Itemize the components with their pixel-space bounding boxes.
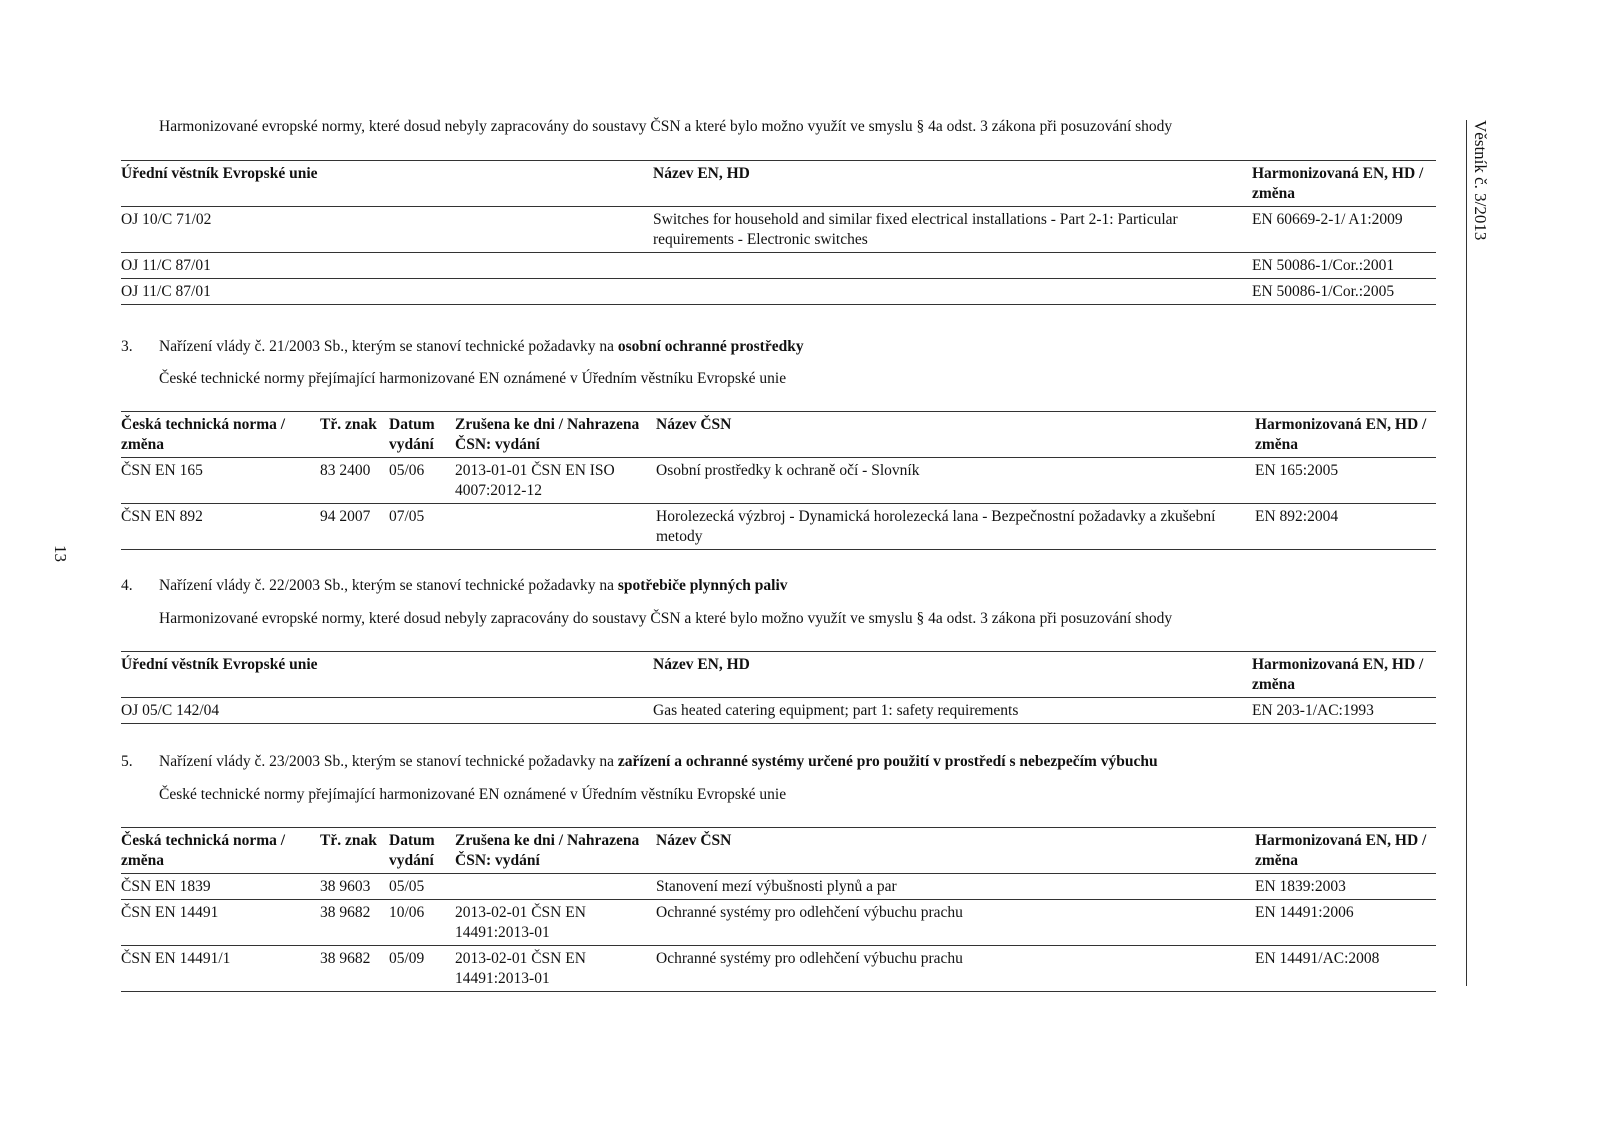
section-note: Harmonizované evropské normy, které dosud nebyly zapracovány do soustavy ČSN a které bylo možno využít ve smyslu § 4a odst. 3 zákona při posuzování shody: [159, 610, 1173, 627]
section-heading-5: [121, 753, 1158, 771]
table-cell: 2013-02-01 ČSN EN 14491:2013-01: [455, 946, 656, 992]
table-cell: EN 1839:2003: [1255, 874, 1436, 900]
table-row: [121, 253, 1436, 279]
table-cell: ČSN EN 892: [121, 504, 320, 550]
table-cell: OJ 11/C 87/01: [121, 253, 653, 279]
table-cell: 38 9603: [320, 874, 389, 900]
section-note: Harmonizované evropské normy, které dosud nebyly zapracovány do soustavy ČSN a které bylo možno využít ve smyslu § 4a odst. 3 zákona při posuzování shody: [159, 118, 1173, 135]
table-header-row: [121, 828, 1436, 874]
table-cell: Osobní prostředky k ochraně očí - Slovník: [656, 458, 1255, 504]
table-cell: Horolezecká výzbroj - Dynamická horolezecká lana - Bezpečnostní požadavky a zkušební metody: [656, 504, 1255, 550]
table-cell: [653, 253, 1252, 279]
table-row: [121, 900, 1436, 946]
column-header: Tř. znak: [320, 828, 389, 874]
section-title-bold: osobní ochranné prostředky: [617, 338, 804, 355]
table-cell: Switches for household and similar fixed electrical installations - Part 2-1: Particular requirements - Electronic switches: [653, 207, 1252, 253]
table-cell: 83 2400: [320, 458, 389, 504]
table-cell: [455, 504, 656, 550]
table-cell: EN 60669-2-1/ A1:2009: [1252, 207, 1436, 253]
table-cell: ČSN EN 165: [121, 458, 320, 504]
table-cell: 2013-01-01 ČSN EN ISO 4007:2012-12: [455, 458, 656, 504]
column-header: Zrušena ke dni / Nahrazena ČSN: vydání: [455, 412, 656, 458]
column-header: Úřední věstník Evropské unie: [121, 652, 653, 698]
table-harmonized-4: [121, 651, 1436, 724]
journal-header: Věstník č. 3/2013: [1471, 120, 1490, 241]
column-header: Tř. znak: [320, 412, 389, 458]
table-cell: ČSN EN 14491/1: [121, 946, 320, 992]
table-cell: 05/09: [389, 946, 455, 992]
table-cell: EN 892:2004: [1255, 504, 1436, 550]
column-header: Zrušena ke dni / Nahrazena ČSN: vydání: [455, 828, 656, 874]
table-row: [121, 458, 1436, 504]
table-row: [121, 698, 1436, 724]
table-cell: OJ 10/C 71/02: [121, 207, 653, 253]
table-cell: ČSN EN 1839: [121, 874, 320, 900]
table-cell: Stanovení mezí výbušnosti plynů a par: [656, 874, 1255, 900]
table-cell: EN 203-1/AC:1993: [1252, 698, 1436, 724]
table-row: [121, 946, 1436, 992]
table-cell: OJ 11/C 87/01: [121, 279, 653, 305]
section-title: Nařízení vlády č. 21/2003 Sb., kterým se stanoví technické požadavky na: [159, 338, 618, 355]
column-header: Harmonizovaná EN, HD / změna: [1255, 412, 1436, 458]
table-cell: 07/05: [389, 504, 455, 550]
table-row: [121, 504, 1436, 550]
table-cell: 10/06: [389, 900, 455, 946]
table-row: [121, 874, 1436, 900]
column-header: Harmonizovaná EN, HD / změna: [1255, 828, 1436, 874]
table-harmonized-1: [121, 160, 1436, 305]
table-cell: [455, 874, 656, 900]
table-cell: Ochranné systémy pro odlehčení výbuchu prachu: [656, 900, 1255, 946]
table-cell: 94 2007: [320, 504, 389, 550]
table-cell: Gas heated catering equipment; part 1: safety requirements: [653, 698, 1252, 724]
table-cell: EN 14491/AC:2008: [1255, 946, 1436, 992]
table-cell: 38 9682: [320, 900, 389, 946]
table-csn-3: [121, 411, 1436, 550]
margin-rule: [1466, 120, 1467, 986]
table-header-row: [121, 161, 1436, 207]
section-number: 5.: [121, 753, 133, 770]
table-cell: EN 50086-1/Cor.:2005: [1252, 279, 1436, 305]
table-cell: EN 14491:2006: [1255, 900, 1436, 946]
column-header: Harmonizovaná EN, HD / změna: [1252, 161, 1436, 207]
column-header: Datum vydání: [389, 412, 455, 458]
table-cell: OJ 05/C 142/04: [121, 698, 653, 724]
table-cell: 05/05: [389, 874, 455, 900]
table-cell: EN 165:2005: [1255, 458, 1436, 504]
page-number: 13: [51, 545, 70, 562]
table-cell: Ochranné systémy pro odlehčení výbuchu prachu: [656, 946, 1255, 992]
column-header: Česká technická norma / změna: [121, 412, 320, 458]
table-cell: 05/06: [389, 458, 455, 504]
table-cell: [653, 279, 1252, 305]
table-row: [121, 207, 1436, 253]
section-heading-4: [121, 577, 788, 595]
column-header: Název EN, HD: [653, 652, 1252, 698]
table-cell: 2013-02-01 ČSN EN 14491:2013-01: [455, 900, 656, 946]
column-header: Harmonizovaná EN, HD / změna: [1252, 652, 1436, 698]
table-row: [121, 279, 1436, 305]
column-header: Název ČSN: [656, 828, 1255, 874]
section-title-bold: spotřebiče plynných paliv: [617, 577, 788, 594]
section-title-bold: zařízení a ochranné systémy určené pro použití v prostředí s nebezpečím výbuchu: [617, 753, 1158, 770]
section-number: 3.: [121, 338, 133, 355]
column-header: Název ČSN: [656, 412, 1255, 458]
table-cell: EN 50086-1/Cor.:2001: [1252, 253, 1436, 279]
section-number: 4.: [121, 577, 133, 594]
column-header: Česká technická norma / změna: [121, 828, 320, 874]
table-cell: ČSN EN 14491: [121, 900, 320, 946]
column-header: Název EN, HD: [653, 161, 1252, 207]
table-header-row: [121, 412, 1436, 458]
column-header: Úřední věstník Evropské unie: [121, 161, 653, 207]
section-title: Nařízení vlády č. 23/2003 Sb., kterým se stanoví technické požadavky na: [159, 753, 618, 770]
section-title: Nařízení vlády č. 22/2003 Sb., kterým se stanoví technické požadavky na: [159, 577, 618, 594]
section-note: České technické normy přejímající harmonizované EN oznámené v Úředním věstníku Evropské unie: [159, 786, 787, 803]
table-cell: 38 9682: [320, 946, 389, 992]
table-csn-5: [121, 827, 1436, 992]
table-header-row: [121, 652, 1436, 698]
section-heading-3: [121, 338, 804, 356]
section-note: České technické normy přejímající harmonizované EN oznámené v Úředním věstníku Evropské unie: [159, 370, 787, 387]
column-header: Datum vydání: [389, 828, 455, 874]
